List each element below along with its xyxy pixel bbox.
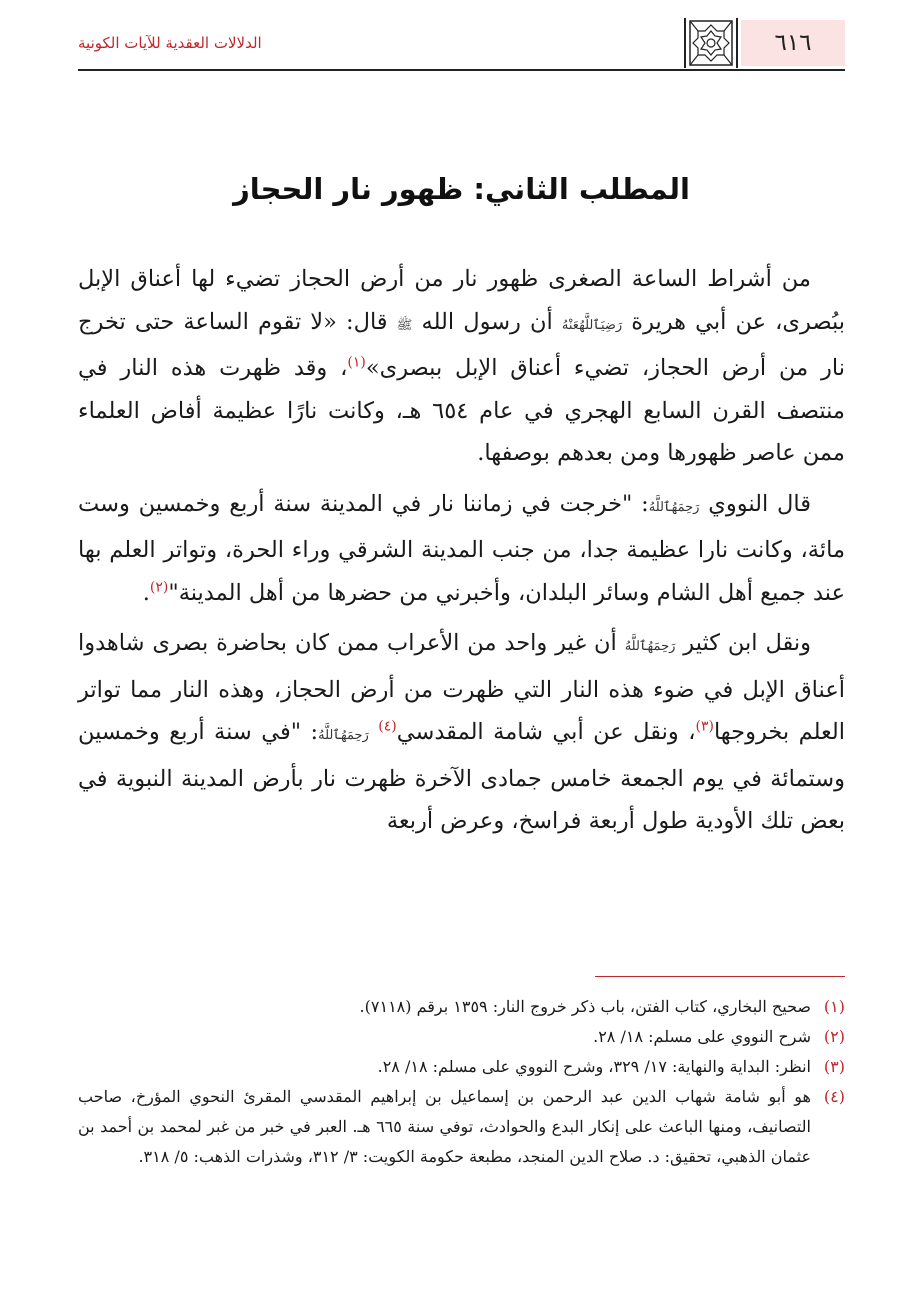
main-text: [78, 258, 845, 851]
honorific: رَحِمَهُٱللَّهُ: [318, 728, 369, 743]
footnote-text: شرح النووي على مسلم: ١٨/ ٢٨.: [593, 1027, 811, 1046]
honorific: رَضِيَٱللَّهُعَنْهُ: [561, 317, 623, 333]
book-title: الدلالات العقدية للآيات الكونية: [78, 34, 262, 52]
footnote-text: انظر: البداية والنهاية: ١٧/ ٣٢٩، وشرح النووي على مسلم: ١٨/ ٢٨.: [377, 1057, 811, 1076]
header-divider: [78, 69, 845, 71]
paragraph-1: من أشراط الساعة الصغرى ظهور نار من أرض الحجاز تضيء لها أعناق الإبل ببُصرى، عن أبي هريرة رَضِيَٱللَّهُعَنْهُ أن رسول الله ﷺ قال: «لا تقوم الساعة حتى تخرج نار من أرض الحجاز، تضيء أعناق الإبل ببصرى»$^{(١)}$، وقد ظهرت هذه النار في منتصف القرن السابع الهجري في عام ٦٥٤ هـ، وكانت نارًا عظيمة أفاض العلماء ممن عاصر ظهورها ومن بعدهم بوصفها.: [78, 266, 846, 466]
footnotes-list: [78, 992, 845, 1172]
footnote-ref[interactable]: (٢): [149, 579, 169, 595]
footnote-text: هو أبو شامة شهاب الدين عبد الرحمن بن إسماعيل بن إبراهيم المقدسي المقرئ النحوي المؤرخ، صاحب التصانيف، ومنها الباعث على إنكار البدع والحوادث، توفي سنة ٦٦٥ هـ. العبر في خبر من غبر لمحمد بن أحمد بن عثمان الذهبي، تحقيق: د. صلاح الدين المنجد، مطبعة حكومة الكويت: ٣/ ٣١٢، وشذرات الذهب: ٥/ ٣١٨.: [78, 1087, 812, 1166]
footnote-number: (١): [823, 997, 845, 1016]
footnote-number: (٣): [823, 1057, 845, 1076]
footnote-ref[interactable]: (٣): [695, 718, 714, 735]
paragraph-3: ونقل ابن كثير رَحِمَهُٱللَّهُ أن غير واحد من الأعراب ممن كان بحاضرة بصرى شاهدوا أعناق الإبل في ضوء هذه النار التي ظهرت من أرض الحجاز، وهذه النار مما تواتر العلم بخروجها$^{(٣)}$، ونقل عن أبي شامة المقدسي$^{(٤)}$ رَحِمَهُٱللَّهُ: "في سنة أربع وخمسين وستمائة في يوم الجمعة خامس جمادى الآخرة ظهرت نار بأرض المدينة النبوية في بعض تلك الأودية طول أربعة فراسخ، وعرض أربعة: [78, 630, 845, 834]
footnote-text: صحيح البخاري، كتاب الفتن، باب ذكر خروج النار: ١٣٥٩ برقم (٧١١٨).: [359, 997, 811, 1016]
section-title: المطلب الثاني: ظهور نار الحجاز: [233, 172, 690, 206]
paragraph-2: قال النووي رَحِمَهُٱللَّهُ: "خرجت في زماننا نار في المدينة سنة أربع وخمسين وست مائة، وكانت نارا عظيمة جدا، من جنب المدينة الشرقي وراء الحرة، وتواتر العلم بها عند جميع أهل الشام وسائر البلدان، وأخبرني من حضرها من أهل المدينة"$^{(٢)}$.: [78, 490, 845, 606]
page-header: [78, 18, 845, 70]
honorific: رَحِمَهُٱللَّهُ: [624, 639, 676, 654]
honorific: ﷺ: [396, 317, 413, 333]
honorific: رَحِمَهُٱللَّهُ: [648, 499, 700, 515]
footnote-ref[interactable]: (١): [347, 354, 366, 371]
footnote-item: [78, 1022, 845, 1052]
footnote-number: (٤): [823, 1087, 845, 1106]
footnote-number: (٢): [823, 1027, 845, 1046]
footnote-ref[interactable]: (٤): [378, 718, 397, 735]
geometric-ornament-icon: [683, 18, 739, 68]
footnote-item: [78, 1082, 845, 1172]
footnote-divider: [595, 976, 845, 977]
footnote-item: [78, 992, 845, 1022]
page-number: ٦١٦: [741, 20, 845, 66]
footnote-item: [78, 1052, 845, 1082]
